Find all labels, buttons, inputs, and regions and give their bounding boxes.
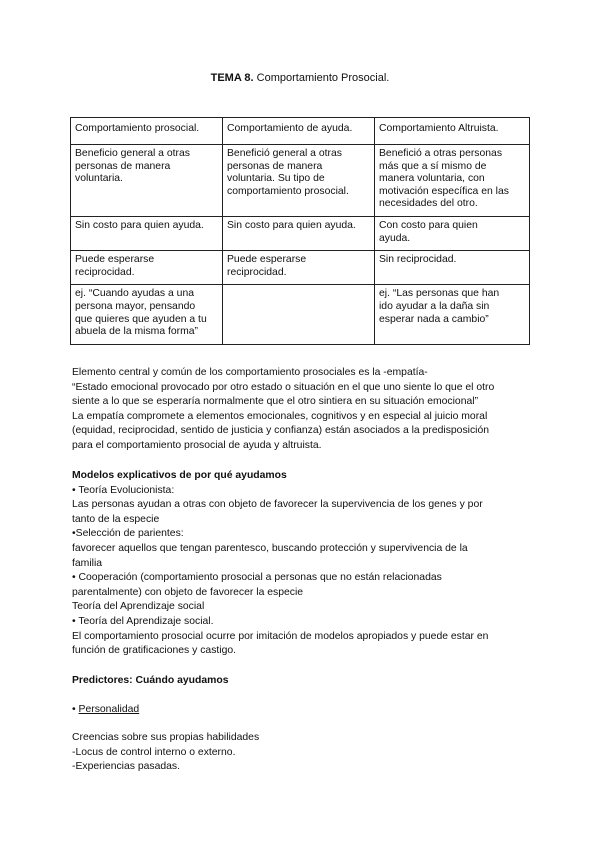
- text-line: • Teoría del Aprendizaje social.: [72, 615, 214, 627]
- text-line: • Cooperación (comportamiento prosocial a personas que no están relacionadas: [72, 572, 442, 584]
- table-cell: [223, 145, 375, 217]
- text-line: tanto de la especie: [72, 513, 160, 525]
- personality-item: [72, 703, 532, 718]
- title-rest: Comportamiento Prosocial.: [253, 72, 390, 84]
- text-line: La empatía compromete a elementos emocionales, cognitivos y en especial al juicio moral: [72, 410, 488, 422]
- cell-line: Con costo para quien: [379, 219, 478, 231]
- table-row: [71, 285, 530, 344]
- cell-line: Sin reciprocidad.: [379, 254, 457, 266]
- cell-line: abuela de la misma forma”: [75, 326, 199, 338]
- cell-line: ayuda.: [379, 232, 411, 244]
- cell-line: Benefició a otras personas: [379, 148, 503, 159]
- table-row: [71, 251, 530, 285]
- text-line: -Locus de control interno o externo.: [72, 746, 236, 758]
- cell-line: ido ayudar a la daña sin: [379, 300, 490, 312]
- cell-line: necesidades del otro.: [379, 198, 478, 210]
- table-header-cell: Comportamiento de ayuda.: [223, 118, 375, 145]
- cell-line: manera voluntaria, con: [379, 173, 485, 185]
- table-header-row: [71, 118, 530, 145]
- text-line: Creencias sobre sus propias habilidades: [72, 732, 260, 744]
- subheading-personalidad: Personalidad: [78, 703, 140, 715]
- cell-line: ej. “Cuando ayudas a una: [75, 288, 195, 300]
- table-cell: [71, 285, 223, 344]
- cell-line: que quieres que ayuden a tu: [75, 313, 207, 325]
- text-line: El comportamiento prosocial ocurre por imitación de modelos apropiados y puede estar en: [72, 630, 489, 642]
- text-line: • Teoría Evolucionista:: [72, 484, 175, 496]
- cell-line: Puede esperarse: [227, 254, 307, 266]
- text-line: familia: [72, 557, 103, 569]
- table-cell: [71, 216, 223, 250]
- predictors-section: [72, 674, 532, 775]
- section-heading: Modelos explicativos de por qué ayudamos: [72, 470, 287, 481]
- table-row: [71, 145, 530, 217]
- comparison-table: [70, 117, 530, 345]
- table-cell: [375, 285, 530, 344]
- empathy-paragraph: [72, 366, 532, 454]
- table-header-cell: Comportamiento prosocial.: [71, 118, 223, 145]
- cell-line: más que a sí mismo de: [379, 160, 487, 172]
- cell-line: voluntaria.: [75, 173, 123, 185]
- cell-line: Beneficio general a otras: [75, 148, 190, 159]
- text-line: favorecer aquellos que tengan parentesco, buscando protección y supervivencia de la: [72, 542, 468, 554]
- cell-line: Benefició general a otras: [227, 148, 342, 159]
- text-line: (equidad, reciprocidad, sentido de justicia y confianza) están asociados a la predisposición: [72, 425, 490, 437]
- table-cell: [375, 216, 530, 250]
- table-cell: [375, 251, 530, 285]
- table-cell: [71, 145, 223, 217]
- cell-line: reciprocidad.: [227, 266, 287, 278]
- cell-line: esperar nada a cambio”: [379, 313, 489, 325]
- cell-line: voluntaria. Su tipo de: [227, 173, 325, 185]
- cell-line: ej. “Las personas que han: [379, 288, 500, 300]
- bullet: •: [72, 703, 79, 715]
- cell-line: Sin costo para quien ayuda.: [227, 219, 356, 231]
- models-section: [72, 469, 532, 659]
- table-cell: [223, 216, 375, 250]
- cell-line: Puede esperarse: [75, 254, 155, 266]
- cell-line: personas de manera: [227, 160, 323, 172]
- table-cell: [223, 251, 375, 285]
- text-line: Teoría del Aprendizaje social: [72, 601, 205, 613]
- cell-line: reciprocidad.: [75, 266, 135, 278]
- cell-line: personas de manera: [75, 160, 171, 172]
- text-line: siente a lo que se esperaría normalmente que el otro sintiera en su situación emocional”: [72, 396, 479, 408]
- table-cell-empty: [223, 285, 375, 344]
- cell-line: motivación específica en las: [379, 185, 509, 197]
- title-bold: TEMA 8.: [210, 72, 254, 84]
- text-line: para el comportamiento prosocial de ayuda y altruista.: [72, 439, 322, 451]
- table-cell: [375, 145, 530, 217]
- cell-line: Sin costo para quien ayuda.: [75, 219, 204, 231]
- table-header-cell: Comportamiento Altruista.: [375, 118, 530, 145]
- table-row: [71, 216, 530, 250]
- text-line: -Experiencias pasadas.: [72, 761, 181, 773]
- text-line: función de gratificaciones y castigo.: [72, 645, 237, 657]
- section-heading: Predictores: Cuándo ayudamos: [72, 675, 229, 686]
- cell-line: persona mayor, pensando: [75, 300, 196, 312]
- cell-line: comportamiento prosocial.: [227, 185, 349, 197]
- text-line: parentalmente) con objeto de favorecer la especie: [72, 586, 304, 598]
- page-title: [0, 72, 600, 84]
- text-line: Elemento central y común de los comportamiento prosociales es la -empatía-: [72, 367, 428, 378]
- text-line: “Estado emocional provocado por otro estado o situación en el que uno siente lo que el otro: [72, 381, 495, 393]
- text-line: Las personas ayudan a otras con objeto de favorecer la supervivencia de los genes y por: [72, 499, 483, 511]
- table-cell: [71, 251, 223, 285]
- text-line: •Selección de parientes:: [72, 528, 184, 540]
